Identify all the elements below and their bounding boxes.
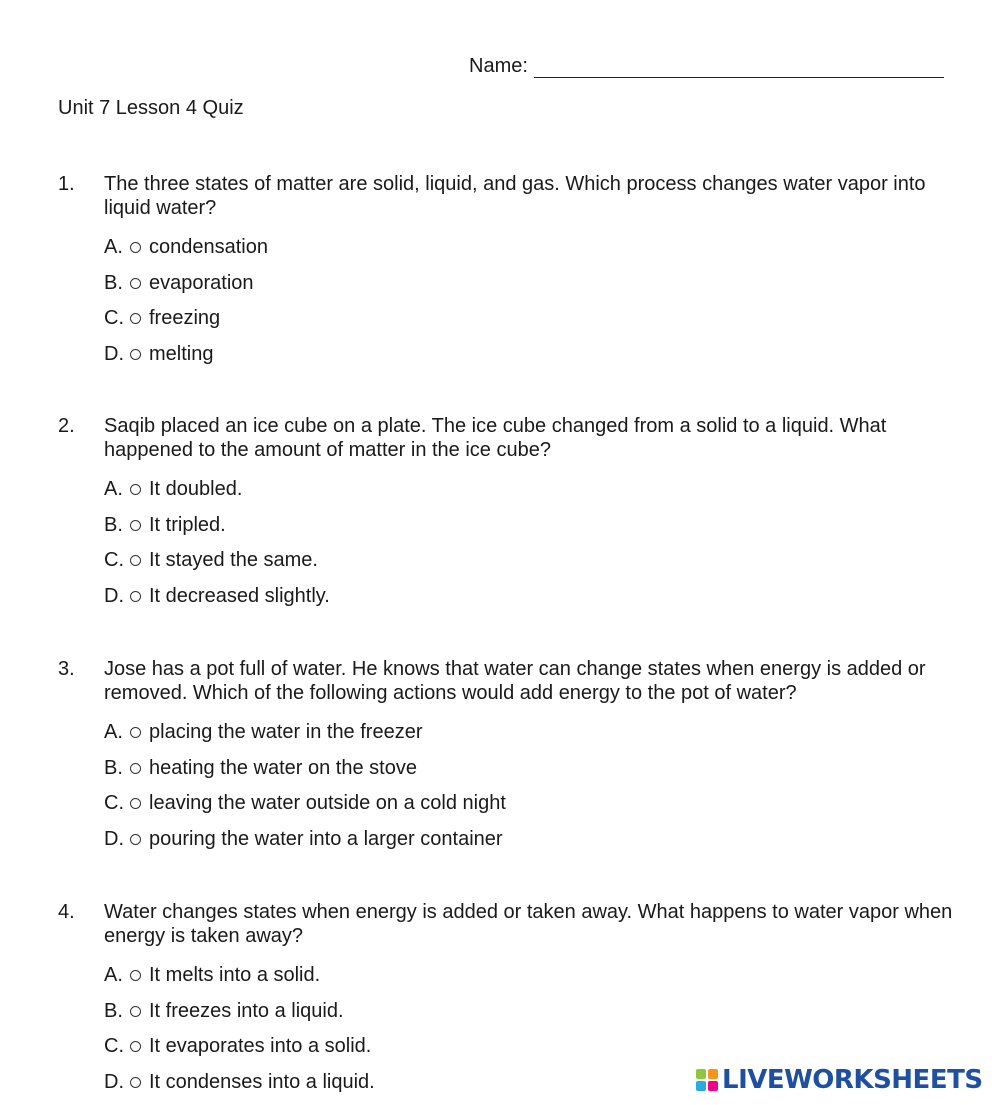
radio-button-icon[interactable] [130,591,141,602]
option-a[interactable] [104,230,958,266]
option-letter: A. [104,236,123,258]
option-text: It stayed the same. [149,549,318,571]
question-1 [58,172,958,372]
radio-button-icon[interactable] [130,970,141,981]
option-b[interactable] [104,508,958,544]
radio-button-icon[interactable] [130,1006,141,1017]
option-text: heating the water on the stove [149,756,417,779]
radio-button-icon[interactable] [130,727,141,738]
page-title: Unit 7 Lesson 4 Quiz [58,97,244,119]
liveworksheets-logo[interactable] [696,1065,983,1095]
question-number: 1. [58,173,75,195]
logo-text: LIVEWORKSHEETS [722,1065,983,1095]
radio-button-icon[interactable] [130,242,141,253]
logo-square-icon [708,1081,718,1091]
option-b[interactable] [104,994,958,1030]
option-b[interactable] [104,266,958,302]
option-text: It condenses into a liquid. [149,1070,375,1093]
option-c[interactable] [104,301,958,337]
options-list [104,715,958,857]
option-text: condensation [149,236,268,258]
question-2 [58,414,958,614]
question-text: Jose has a pot full of water. He knows that water can change states when energy is added or removed. Which of the following actions would add energy to the pot of water? [104,658,926,704]
option-letter: A. [104,478,123,500]
option-text: placing the water in the freezer [149,721,423,743]
question-number: 3. [58,658,75,680]
logo-square-icon [696,1069,706,1079]
question-text: Water changes states when energy is added or taken away. What happens to water vapor when energy is taken away? [104,901,953,947]
question-number: 4. [58,901,75,923]
option-letter: D. [104,827,124,850]
option-text: freezing [149,307,221,329]
options-list [104,472,958,614]
option-letter: C. [104,307,124,329]
option-text: melting [149,342,214,365]
question-text: The three states of matter are solid, liquid, and gas. Which process changes water vapor into liquid water? [104,173,926,219]
logo-square-icon [696,1081,706,1091]
radio-button-icon[interactable] [130,349,141,360]
option-letter: C. [104,792,124,814]
name-label: Name: [469,55,528,77]
options-list [104,230,958,372]
option-letter: D. [104,1070,124,1093]
option-letter: D. [104,342,124,365]
radio-button-icon[interactable] [130,520,141,531]
option-text: leaving the water outside on a cold night [149,792,506,814]
radio-button-icon[interactable] [130,1077,141,1088]
option-d[interactable] [104,579,958,615]
option-c[interactable] [104,786,958,822]
option-d[interactable] [104,337,958,373]
option-letter: D. [104,584,124,607]
option-letter: B. [104,513,123,536]
name-field[interactable] [534,57,944,78]
option-letter: C. [104,549,124,571]
option-text: It doubled. [149,478,243,500]
option-a[interactable] [104,715,958,751]
radio-button-icon[interactable] [130,278,141,289]
option-b[interactable] [104,751,958,787]
option-text: It tripled. [149,513,226,536]
radio-button-icon[interactable] [130,313,141,324]
question-number: 2. [58,415,75,437]
option-text: evaporation [149,271,254,294]
option-letter: B. [104,999,123,1022]
option-d[interactable] [104,822,958,858]
question-text: Saqib placed an ice cube on a plate. The ice cube changed from a solid to a liquid. What happened to the amount of matter in the ice cube? [104,415,887,461]
option-a[interactable] [104,958,958,994]
option-c[interactable] [104,1029,958,1065]
logo-grid-icon [696,1069,718,1091]
option-letter: C. [104,1035,124,1057]
radio-button-icon[interactable] [130,834,141,845]
option-a[interactable] [104,472,958,508]
radio-button-icon[interactable] [130,763,141,774]
radio-button-icon[interactable] [130,1041,141,1052]
logo-square-icon [708,1069,718,1079]
option-text: It decreased slightly. [149,584,330,607]
option-text: pouring the water into a larger container [149,827,503,850]
option-letter: A. [104,721,123,743]
option-letter: B. [104,756,123,779]
option-letter: A. [104,964,123,986]
question-3 [58,657,958,857]
option-c[interactable] [104,543,958,579]
option-text: It freezes into a liquid. [149,999,344,1022]
option-text: It melts into a solid. [149,964,321,986]
radio-button-icon[interactable] [130,798,141,809]
radio-button-icon[interactable] [130,555,141,566]
radio-button-icon[interactable] [130,484,141,495]
name-row [469,55,944,78]
option-letter: B. [104,271,123,294]
option-text: It evaporates into a solid. [149,1035,372,1057]
